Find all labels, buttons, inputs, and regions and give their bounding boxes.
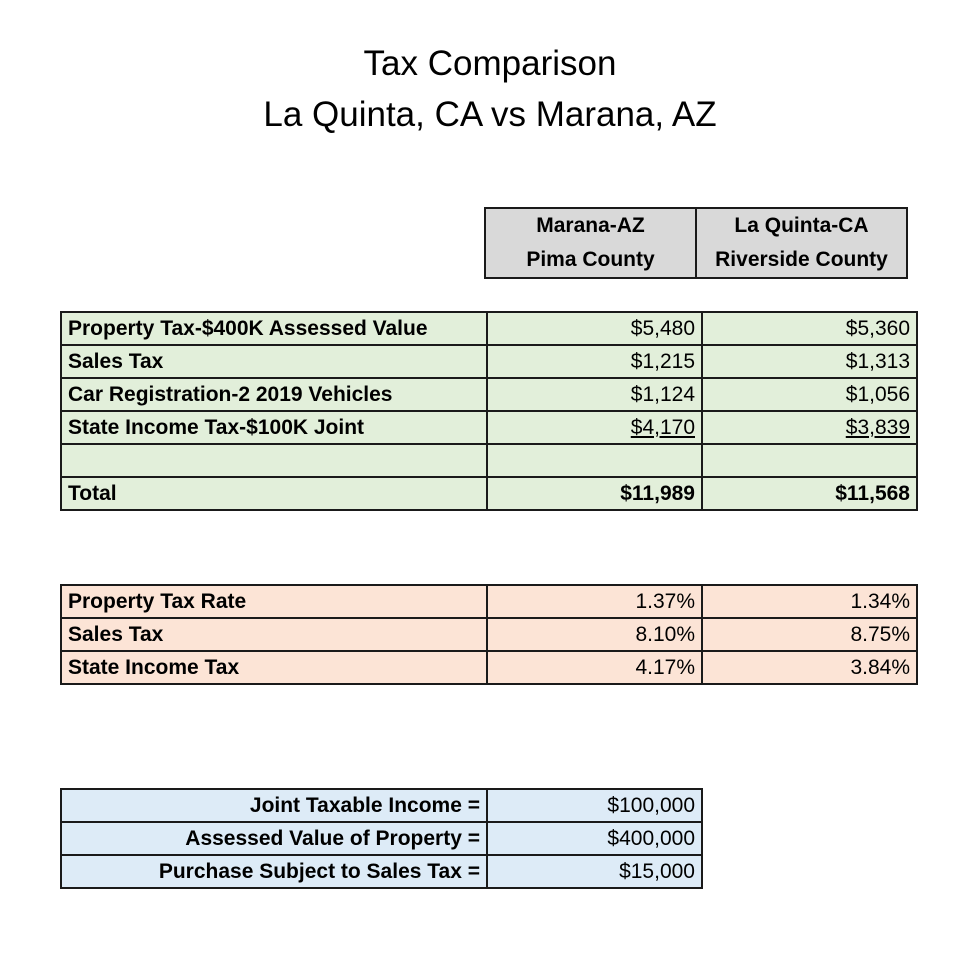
column-header-laquinta-city: La Quinta-CA — [734, 214, 869, 237]
column-header-marana-county: Pima County — [526, 248, 655, 271]
laquinta-value-cell — [702, 411, 917, 444]
marana-value: $1,124 — [487, 378, 702, 411]
marana-rate: 1.37% — [487, 585, 702, 618]
laquinta-value: $1,313 — [702, 345, 917, 378]
table-row — [61, 378, 917, 411]
marana-rate: 4.17% — [487, 651, 702, 684]
marana-value-cell — [487, 411, 702, 444]
assumption-value: $15,000 — [487, 855, 702, 888]
laquinta-rate: 1.34% — [702, 585, 917, 618]
table-row — [61, 855, 702, 888]
marana-value: $4,170 — [630, 416, 695, 439]
marana-value: $5,480 — [487, 312, 702, 345]
column-header-laquinta-county: Riverside County — [715, 248, 888, 271]
marana-value: $1,215 — [487, 345, 702, 378]
laquinta-rate: 8.75% — [702, 618, 917, 651]
table-row — [61, 312, 917, 345]
column-header-row — [485, 208, 907, 278]
assumption-label: Purchase Subject to Sales Tax = — [61, 855, 487, 888]
assumption-label: Assessed Value of Property = — [61, 822, 487, 855]
laquinta-rate: 3.84% — [702, 651, 917, 684]
page-title: Tax Comparison — [363, 44, 617, 83]
row-label: State Income Tax-$100K Joint — [61, 411, 487, 444]
row-label: Sales Tax — [61, 618, 487, 651]
row-label: Car Registration-2 2019 Vehicles — [61, 378, 487, 411]
table-row — [61, 585, 917, 618]
laquinta-total: $11,568 — [702, 477, 917, 510]
column-header-table — [484, 207, 908, 279]
marana-rate: 8.10% — [487, 618, 702, 651]
row-label: Property Tax Rate — [61, 585, 487, 618]
table-row — [61, 618, 917, 651]
empty-cell — [487, 444, 702, 477]
table-row — [61, 789, 702, 822]
row-label: Sales Tax — [61, 345, 487, 378]
laquinta-value: $5,360 — [702, 312, 917, 345]
tax-cost-table — [60, 311, 918, 511]
empty-cell — [61, 444, 487, 477]
tax-rate-table — [60, 584, 918, 685]
laquinta-value: $1,056 — [702, 378, 917, 411]
table-row — [61, 651, 917, 684]
column-header-marana-city: Marana-AZ — [536, 214, 645, 237]
table-row — [61, 345, 917, 378]
table-row — [61, 822, 702, 855]
row-label: State Income Tax — [61, 651, 487, 684]
assumption-value: $100,000 — [487, 789, 702, 822]
page-subtitle: La Quinta, CA vs Marana, AZ — [263, 95, 717, 134]
row-label: Property Tax-$400K Assessed Value — [61, 312, 487, 345]
total-label: Total — [61, 477, 487, 510]
assumptions-table — [60, 788, 703, 889]
column-header-laquinta — [696, 208, 907, 278]
empty-cell — [702, 444, 917, 477]
total-row — [61, 477, 917, 510]
table-row — [61, 411, 917, 444]
marana-total: $11,989 — [487, 477, 702, 510]
laquinta-value: $3,839 — [845, 416, 910, 439]
assumption-label: Joint Taxable Income = — [61, 789, 487, 822]
assumption-value: $400,000 — [487, 822, 702, 855]
column-header-marana — [485, 208, 696, 278]
empty-row — [61, 444, 917, 477]
